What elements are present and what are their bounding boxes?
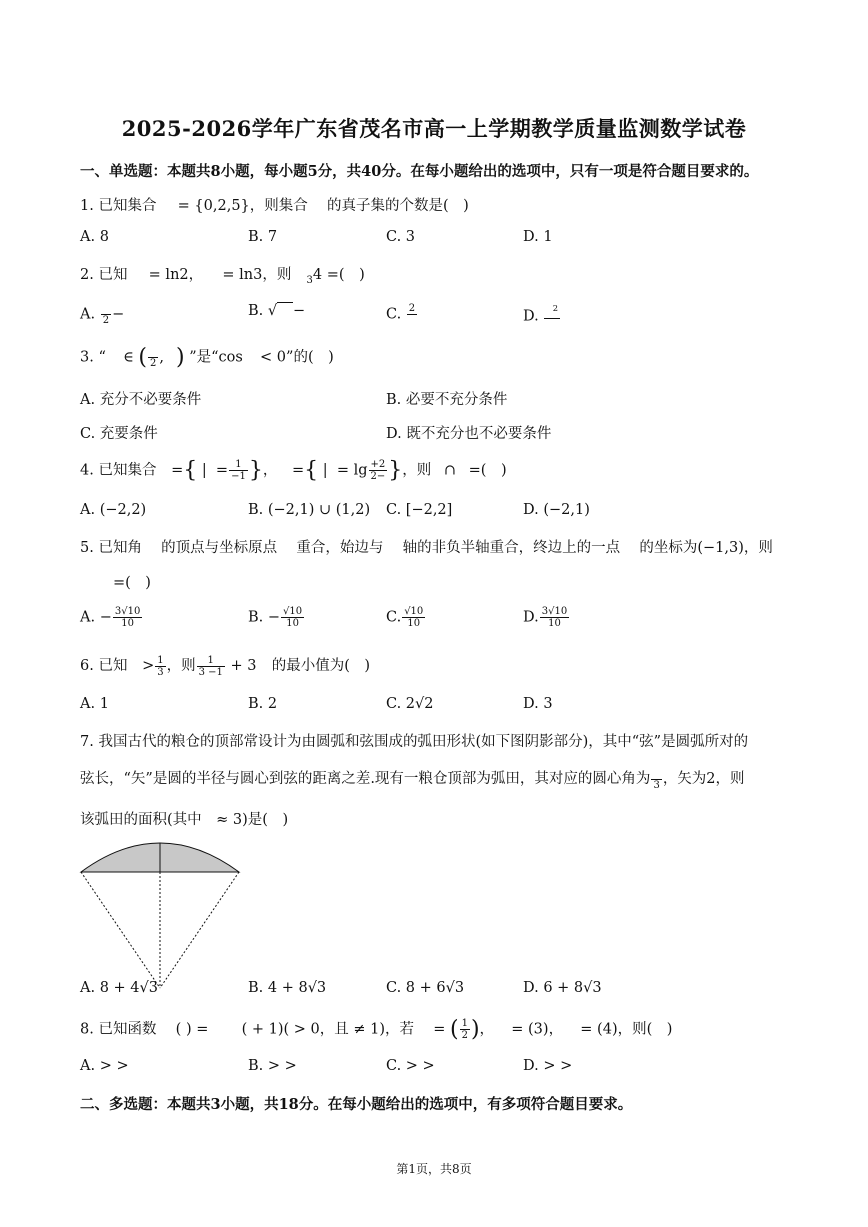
q5-stem-a: 5. 已知角 [80,540,142,556]
q2-stem-c: = ln3，则 [222,267,292,283]
q5-option-c-fraction [402,606,425,629]
q4-option-d: D. (−2,1) [523,502,590,518]
q7-option-d: D. 6 + 8√3 [523,980,602,996]
q8-option-b: B. > > [248,1058,297,1074]
q3-stem-d: < 0”的( ) [260,349,334,366]
q5-option-b-label: B. − [248,609,281,626]
q4-fraction-2 [369,459,388,482]
q7-option-c: C. 8 + 6√3 [386,980,465,996]
q2-option-a: A. 2 − [80,303,124,326]
q1-stem-b: = {0,2,5}，则集合 [177,198,308,214]
q2-option-c-fraction [407,303,417,326]
q4-lg: lg [353,462,368,479]
q8-option-a: A. > > [80,1058,129,1074]
radius-left [81,872,160,988]
question-7-line-3: 该弧田的面积(其中 ≈ 3)是( ) [80,812,289,828]
q2-stem-a: 2. 已知 [80,267,128,283]
q2-option-b-label: B. [248,303,264,319]
q5-stem-f: =( ) [113,575,151,591]
q6-main-fraction [197,655,225,678]
q5-option-b [248,606,305,629]
page-footer: 第1页，共8页 [396,1162,472,1176]
question-3: 3. “ ∈ ( 2 , ) ”是“cos < 0”的( ) [80,345,334,370]
question-7-line-1: 7. 我国古代的粮仓的顶部常设计为由圆弧和弦围成的弧田形状(如下图阴影部分)，其中“弦”是圆弧所对的 [80,734,749,750]
q8-half-fraction [460,1018,470,1041]
q8-stem-a: 8. 已知函数 [80,1021,157,1038]
q4-frac1-den: −1 [231,471,246,482]
radius-right [160,872,239,988]
q8-option-d: D. > > [523,1058,573,1074]
q6-gt-num: 1 [157,654,164,666]
q8-half-num: 1 [461,1018,468,1029]
q5-b-num: √10 [283,606,303,617]
q4-fraction-1 [229,459,248,482]
q4-frac1-num: 1 [229,459,248,471]
q5-stem-d: 轴的非负半轴重合，终边上的一点 [402,540,621,556]
q8-stem-g: = (4)，则( ) [580,1021,673,1038]
q5-stem-b: 的顶点与坐标原点 [161,540,278,556]
q6-stem-a: 6. 已知 [80,658,128,674]
q8-stem-e: ， [479,1021,495,1038]
q8-stem-c: ( + 1)( > 0，且 ≠ 1)，若 [241,1021,414,1038]
q8-option-c: C. > > [386,1058,435,1074]
q8-stem-d: = [433,1021,446,1038]
q4-option-c: C. [−2,2] [386,502,453,518]
q2-option-a-den: 2 [102,315,110,326]
q4-frac2-num: +2 [370,459,386,470]
q5-a-num: 3√10 [114,606,141,617]
q3-option-b: B. 必要不充分条件 [386,392,508,408]
q6-option-c: C. 2√2 [386,696,434,712]
q8-stem-b: ( ) = [175,1021,209,1038]
q5-c-den: 10 [407,618,421,629]
q4-option-b: B. (−2,1) ∪ (1,2) [248,502,371,518]
q1-option-b: B. 7 [248,229,278,245]
q4-eq: =( ) [468,462,507,479]
q8-half-den: 2 [461,1030,468,1041]
q7-angle-fraction [651,768,661,791]
question-1 [80,194,469,215]
q3-option-d: D. 既不充分也不必要条件 [386,426,552,442]
q2-stem-e: 4 =( ) [312,267,365,283]
q6-option-a: A. 1 [80,696,109,712]
q3-in-symbol: ∈ [123,349,134,366]
q5-option-d [523,606,570,629]
q5-option-c-label: C. [386,609,402,626]
q6-stem-d: 的最小值为( ) [271,658,371,674]
question-2 [80,263,365,286]
q7-line2b: ，矢为2，则 [662,771,745,787]
q7-option-b: B. 4 + 8√3 [248,980,327,996]
q5-option-a-label: A. − [80,609,112,626]
q2-option-a-label: A. [80,306,96,323]
q2-option-a-fraction [101,303,111,326]
section-heading-2: 二、多选题：本题共3小题，共18分。在每小题给出的选项中，有多项符合题目要求。 [80,1096,633,1113]
q5-b-den: 10 [286,618,299,629]
q5-option-d-label: D. [523,609,539,626]
q2-log-base: 3 [306,274,313,286]
question-8: 8. 已知函数 ( ) = ( + 1)( > 0，且 ≠ 1)，若 = ( $\frac{1}{2}$ )， = (3)， = (4)，则( ) [80,1017,673,1042]
q1-option-a: A. 8 [80,229,109,245]
q2-option-d [523,303,561,330]
q4-option-a: A. (−2,2) [80,502,147,518]
q8-stem-f: = (3)， [511,1021,564,1038]
q5-stem-e: 的坐标为(−1,3)，则 [639,540,773,556]
q7-angle-den: 3 [653,779,660,791]
q5-option-a [80,606,143,629]
question-7-line-2 [80,767,745,791]
q6-option-b: B. 2 [248,696,278,712]
q2-option-d-sup: 2 [552,303,558,313]
q3-fraction [148,346,158,369]
q6-f-num: 1 [197,655,225,667]
q6-stem-b: ，则 [166,658,196,674]
arc-field-figure [78,838,242,992]
question-4: 4. 已知集合 ={ | = $\frac{1}{-1}$ }， ={ | = lg $\frac{+2}{2-}$ }，则 ∩ =( ) [80,458,507,483]
q3-frac-den: 2 [150,358,157,369]
q5-option-d-fraction [540,606,569,629]
section-heading-1: 一、单选题：本题共8小题，每小题5分，共40分。在每小题给出的选项中，只有一项是符合题目要求的。 [80,163,759,180]
q7-line2a: 弦长，“矢”是圆的半径与圆心到弦的距离之差.现有一粮仓顶部为弧田，其对应的圆心角为 [80,771,651,787]
q6-f-den: 3 −1 [198,666,223,678]
q5-d-num: 3√10 [541,606,568,617]
q5-a-den: 10 [121,618,134,629]
question-6: 6. 已知 > $\frac{1}{3}$ ，则 $\frac{1}{3 -1}$ + 3 的最小值为( ) [80,654,371,678]
q2-option-c-num: 2 [408,303,416,314]
q4-stem-b: ，则 [402,462,432,479]
q5-option-b-fraction [281,606,304,629]
q1-option-d: D. 1 [523,229,553,245]
q4-stem-a: 4. 已知集合 [80,462,157,479]
page-title: 2025-2026学年广东省茂名市高一上学期教学质量监测数学试卷 [121,116,747,141]
q2-option-d-fraction [544,303,560,330]
q1-stem-c: 的真子集的个数是( ) [327,198,469,214]
q5-d-den: 10 [548,618,561,629]
q3-option-c: C. 充要条件 [80,426,158,442]
q7-option-a: A. 8 + 4√3 [80,980,158,996]
q2-option-c [386,303,418,326]
q5-option-a-fraction [113,606,142,629]
q5-option-c [386,606,426,629]
q2-option-b: B. √ − [248,303,306,319]
q3-option-a: A. 充分不必要条件 [80,392,202,408]
q2-stem-b: = ln2， [148,267,204,283]
q2-option-c-label: C. [386,306,402,323]
q5-c-num: √10 [404,606,424,617]
q4-frac2-den: 2− [370,471,386,482]
q6-gt-den: 3 [157,666,164,678]
q1-option-c: C. 3 [386,229,416,245]
q2-option-d-label: D. [523,308,539,325]
q3-stem-c: ”是“cos [189,349,243,366]
q5-stem-c: 重合，始边与 [296,540,384,556]
q6-stem-c: + 3 [230,658,257,674]
q3-stem-a: 3. “ [80,349,106,366]
q4-cap: ∩ [443,462,457,479]
q6-gt-fraction [155,655,165,678]
question-5 [80,536,773,557]
q6-option-d: D. 3 [523,696,553,712]
q1-stem-a: 1. 已知集合 [80,198,157,214]
